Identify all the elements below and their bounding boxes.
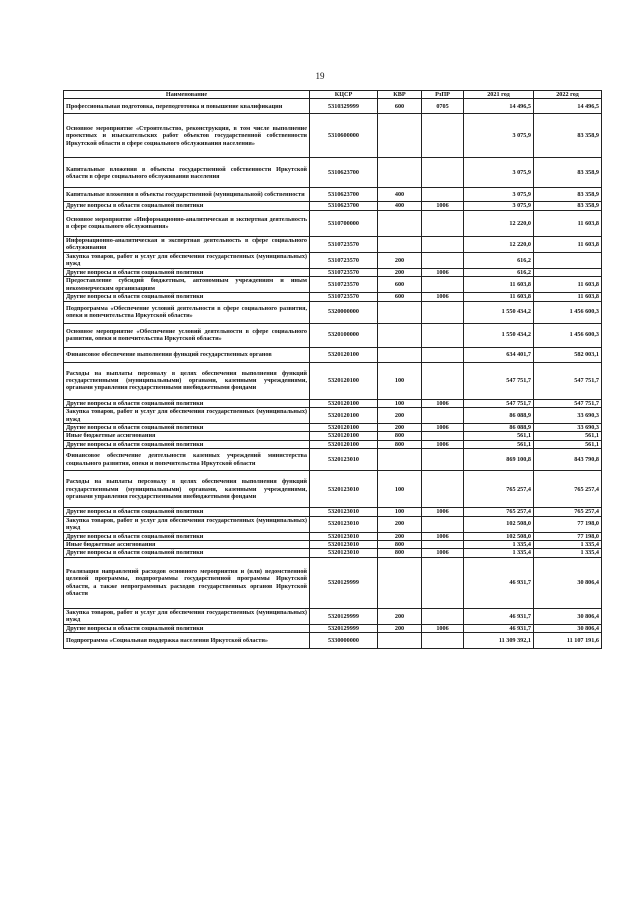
table-row	[64, 268, 602, 276]
cell-kvr	[378, 557, 422, 608]
table-row	[64, 557, 602, 608]
cell-kvr: 100	[378, 471, 422, 508]
cell-2021: 46 931,7	[464, 624, 534, 632]
table-row	[64, 210, 602, 236]
table-row	[64, 608, 602, 624]
cell-2021: 86 088,9	[464, 408, 534, 424]
cell-name: Другие вопросы в области социальной политики	[64, 440, 310, 448]
cell-kvr: 800	[378, 432, 422, 440]
cell-name: Закупка товаров, работ и услуг для обеспечения государственных (муниципальных) нужд	[64, 608, 310, 624]
table-row	[64, 449, 602, 471]
cell-rzpr	[422, 114, 464, 158]
table-row	[64, 158, 602, 188]
cell-2022: 1 456 600,3	[534, 301, 602, 323]
table-row	[64, 293, 602, 301]
cell-kcsr: 5320120100	[310, 347, 378, 362]
cell-2021: 869 100,8	[464, 449, 534, 471]
cell-kcsr: 5310723570	[310, 293, 378, 301]
cell-kvr: 200	[378, 608, 422, 624]
cell-rzpr	[422, 236, 464, 252]
cell-2022: 30 806,4	[534, 624, 602, 632]
cell-name: Закупка товаров, работ и услуг для обеспечения государственных (муниципальных) нужд	[64, 408, 310, 424]
cell-kvr: 600	[378, 277, 422, 293]
table-row	[64, 399, 602, 407]
header-2021: 2021 год	[464, 91, 534, 99]
cell-kcsr: 5320000000	[310, 301, 378, 323]
cell-rzpr	[422, 362, 464, 399]
cell-kvr	[378, 633, 422, 649]
table-row	[64, 532, 602, 540]
cell-2021: 547 751,7	[464, 399, 534, 407]
cell-2022: 765 257,4	[534, 508, 602, 516]
cell-rzpr	[422, 252, 464, 268]
cell-rzpr	[422, 557, 464, 608]
cell-2022: 11 603,8	[534, 277, 602, 293]
cell-rzpr	[422, 301, 464, 323]
table-row	[64, 440, 602, 448]
cell-kcsr: 5320123010	[310, 549, 378, 557]
cell-kvr: 200	[378, 532, 422, 540]
cell-name: Основное мероприятие «Строительство, реконструкция, в том числе выполнение проектных и изыскательских работ объектов государственной собственности Иркутской области в сфере социального обслуживания населения»	[64, 114, 310, 158]
cell-name: Другие вопросы в области социальной политики	[64, 268, 310, 276]
cell-kvr: 800	[378, 440, 422, 448]
cell-kvr: 400	[378, 188, 422, 202]
cell-2021: 11 309 392,1	[464, 633, 534, 649]
cell-2021: 102 508,0	[464, 516, 534, 532]
cell-2022: 77 198,0	[534, 516, 602, 532]
cell-kcsr: 5320123010	[310, 449, 378, 471]
cell-name: Капитальные вложения в объекты государственной собственности Иркутской области в сфере социального обслуживания населения	[64, 158, 310, 188]
cell-kcsr: 5310723570	[310, 252, 378, 268]
cell-name: Другие вопросы в области социальной политики	[64, 624, 310, 632]
cell-2021: 3 075,9	[464, 188, 534, 202]
cell-name: Финансовое обеспечение выполнения функций государственных органов	[64, 347, 310, 362]
cell-2021: 616,2	[464, 268, 534, 276]
table-row	[64, 99, 602, 114]
cell-2022: 1 335,4	[534, 549, 602, 557]
table-row	[64, 188, 602, 202]
cell-rzpr	[422, 188, 464, 202]
cell-2021: 102 508,0	[464, 532, 534, 540]
cell-kvr: 200	[378, 252, 422, 268]
cell-rzpr: 1006	[422, 532, 464, 540]
cell-kvr: 800	[378, 549, 422, 557]
table-row	[64, 541, 602, 549]
cell-2022: 11 107 191,6	[534, 633, 602, 649]
cell-2021: 11 603,8	[464, 293, 534, 301]
cell-rzpr	[422, 516, 464, 532]
cell-rzpr	[422, 408, 464, 424]
cell-name: Реализация направлений расходов основного мероприятия и (или) ведомственной целевой программы, подпрограммы государственной программы Иркутской области, а также непрограммных расходов государственных органов Иркутской области	[64, 557, 310, 608]
cell-2022: 30 806,4	[534, 557, 602, 608]
cell-kcsr: 5320123010	[310, 541, 378, 549]
cell-kvr	[378, 210, 422, 236]
cell-2022: 765 257,4	[534, 471, 602, 508]
cell-2022	[534, 252, 602, 268]
cell-rzpr: 0705	[422, 99, 464, 114]
cell-name: Другие вопросы в области социальной политики	[64, 399, 310, 407]
cell-kcsr: 5310329999	[310, 99, 378, 114]
cell-name: Иные бюджетные ассигнования	[64, 432, 310, 440]
table-row	[64, 252, 602, 268]
cell-name: Другие вопросы в области социальной политики	[64, 532, 310, 540]
table-row	[64, 471, 602, 508]
cell-2021: 616,2	[464, 252, 534, 268]
cell-2022: 83 358,9	[534, 202, 602, 210]
cell-kvr: 100	[378, 362, 422, 399]
cell-2022: 582 003,1	[534, 347, 602, 362]
header-kcsr: КЦСР	[310, 91, 378, 99]
cell-kcsr: 5310700000	[310, 210, 378, 236]
table-row	[64, 236, 602, 252]
cell-kvr: 200	[378, 516, 422, 532]
cell-kcsr: 5320120100	[310, 408, 378, 424]
cell-rzpr: 1006	[422, 624, 464, 632]
cell-kcsr: 5320120100	[310, 362, 378, 399]
cell-2022: 33 690,3	[534, 408, 602, 424]
cell-kcsr: 5320123010	[310, 471, 378, 508]
cell-kvr: 100	[378, 399, 422, 407]
cell-kcsr: 5320120100	[310, 440, 378, 448]
cell-rzpr	[422, 158, 464, 188]
cell-rzpr	[422, 323, 464, 347]
table-row	[64, 277, 602, 293]
cell-kcsr: 5320129999	[310, 608, 378, 624]
table-row	[64, 624, 602, 632]
cell-2021: 1 550 434,2	[464, 323, 534, 347]
cell-rzpr: 1006	[422, 399, 464, 407]
cell-name: Подпрограмма «Социальная поддержка населения Иркутской области»	[64, 633, 310, 649]
cell-kcsr: 5310623700	[310, 202, 378, 210]
cell-2021: 634 401,7	[464, 347, 534, 362]
cell-rzpr: 1006	[422, 440, 464, 448]
cell-name: Расходы на выплаты персоналу в целях обеспечения выполнения функций государственными (муниципальными) органами, казенными учреждениями, органами управления государственными внебюджетными фондами	[64, 471, 310, 508]
cell-2021: 46 931,7	[464, 557, 534, 608]
cell-2022: 561,1	[534, 440, 602, 448]
cell-name: Финансовое обеспечение деятельности казенных учреждений министерства социального развития, опеки и попечительства Иркутской области	[64, 449, 310, 471]
table-row	[64, 408, 602, 424]
cell-rzpr: 1006	[422, 293, 464, 301]
page-number: 19	[315, 71, 325, 81]
cell-2022: 33 690,3	[534, 424, 602, 432]
table-row	[64, 549, 602, 557]
cell-2022: 11 603,8	[534, 236, 602, 252]
table-row	[64, 516, 602, 532]
cell-kcsr: 5320120100	[310, 432, 378, 440]
cell-kvr: 100	[378, 508, 422, 516]
cell-2022: 843 790,8	[534, 449, 602, 471]
cell-name: Основное мероприятие «Обеспечение условий деятельности в сфере социального развития, опеки и попечительства Иркутской области»	[64, 323, 310, 347]
table-row	[64, 362, 602, 399]
cell-2021: 46 931,7	[464, 608, 534, 624]
cell-2021: 86 088,9	[464, 424, 534, 432]
cell-2021: 1 335,4	[464, 541, 534, 549]
cell-kcsr: 5320129999	[310, 557, 378, 608]
cell-name: Другие вопросы в области социальной политики	[64, 293, 310, 301]
cell-rzpr	[422, 210, 464, 236]
cell-rzpr	[422, 449, 464, 471]
cell-2021: 12 220,0	[464, 210, 534, 236]
cell-2021: 561,1	[464, 440, 534, 448]
cell-name: Информационно-аналитическая и экспертная деятельность в сфере социального обслуживания	[64, 236, 310, 252]
cell-rzpr	[422, 541, 464, 549]
cell-kcsr: 5330000000	[310, 633, 378, 649]
cell-rzpr: 1006	[422, 202, 464, 210]
cell-kcsr: 5320120100	[310, 424, 378, 432]
cell-2022: 547 751,7	[534, 362, 602, 399]
cell-2021: 12 220,0	[464, 236, 534, 252]
cell-rzpr: 1006	[422, 268, 464, 276]
table-row	[64, 633, 602, 649]
cell-kcsr: 5310623700	[310, 158, 378, 188]
cell-rzpr	[422, 432, 464, 440]
cell-2022: 1 456 600,3	[534, 323, 602, 347]
cell-2022	[534, 268, 602, 276]
cell-2021: 561,1	[464, 432, 534, 440]
cell-rzpr: 1006	[422, 549, 464, 557]
budget-table	[63, 90, 602, 649]
table-row	[64, 114, 602, 158]
header-2022: 2022 год	[534, 91, 602, 99]
cell-2022: 83 358,9	[534, 114, 602, 158]
cell-name: Закупка товаров, работ и услуг для обеспечения государственных (муниципальных) нужд	[64, 252, 310, 268]
cell-2021: 11 603,8	[464, 277, 534, 293]
table-row	[64, 424, 602, 432]
cell-2022: 1 335,4	[534, 541, 602, 549]
cell-kvr	[378, 449, 422, 471]
cell-kvr: 200	[378, 624, 422, 632]
cell-2021: 547 751,7	[464, 362, 534, 399]
cell-kvr	[378, 323, 422, 347]
cell-name: Закупка товаров, работ и услуг для обеспечения государственных (муниципальных) нужд	[64, 516, 310, 532]
table-row	[64, 301, 602, 323]
cell-name: Предоставление субсидий бюджетным, автономным учреждениям и иным некоммерческим организациям	[64, 277, 310, 293]
header-kvr: КВР	[378, 91, 422, 99]
cell-rzpr	[422, 608, 464, 624]
cell-2022: 77 198,0	[534, 532, 602, 540]
cell-2021: 1 550 434,2	[464, 301, 534, 323]
cell-rzpr	[422, 277, 464, 293]
cell-rzpr	[422, 633, 464, 649]
cell-kvr	[378, 236, 422, 252]
cell-2021: 3 075,9	[464, 114, 534, 158]
cell-2022: 561,1	[534, 432, 602, 440]
cell-name: Расходы на выплаты персоналу в целях обеспечения выполнения функций государственными (муниципальными) органами, казенными учреждениями, органами управления государственными внебюджетными фондами	[64, 362, 310, 399]
cell-2021: 3 075,9	[464, 202, 534, 210]
cell-name: Подпрограмма «Обеспечение условий деятельности в сфере социального развития, опеки и попечительства Иркутской области»	[64, 301, 310, 323]
cell-kcsr: 5310623700	[310, 188, 378, 202]
cell-kvr	[378, 114, 422, 158]
cell-kvr	[378, 301, 422, 323]
cell-2022: 83 358,9	[534, 188, 602, 202]
cell-2022: 14 496,5	[534, 99, 602, 114]
cell-2022: 547 751,7	[534, 399, 602, 407]
cell-rzpr: 1006	[422, 508, 464, 516]
cell-2022: 83 358,9	[534, 158, 602, 188]
cell-kvr: 600	[378, 293, 422, 301]
cell-rzpr	[422, 471, 464, 508]
cell-2021: 14 496,5	[464, 99, 534, 114]
cell-name: Капитальные вложения в объекты государственной (муниципальной) собственности	[64, 188, 310, 202]
table-row	[64, 508, 602, 516]
cell-kcsr: 5310723570	[310, 277, 378, 293]
cell-name: Другие вопросы в области социальной политики	[64, 549, 310, 557]
cell-kcsr: 5310723570	[310, 236, 378, 252]
table-row	[64, 202, 602, 210]
cell-rzpr	[422, 347, 464, 362]
cell-kvr: 200	[378, 268, 422, 276]
cell-2022: 11 603,8	[534, 293, 602, 301]
cell-kcsr: 5320100000	[310, 323, 378, 347]
cell-name: Основное мероприятие «Информационно-аналитическая и экспертная деятельность в сфере социального обслуживания»	[64, 210, 310, 236]
cell-2022: 30 806,4	[534, 608, 602, 624]
cell-name: Профессиональная подготовка, переподготовка и повышение квалификации	[64, 99, 310, 114]
table-row	[64, 432, 602, 440]
cell-kcsr: 5320120100	[310, 399, 378, 407]
table-row	[64, 347, 602, 362]
cell-kcsr: 5310600000	[310, 114, 378, 158]
cell-2022: 11 603,8	[534, 210, 602, 236]
table-header-row	[64, 91, 602, 99]
cell-kvr: 800	[378, 541, 422, 549]
cell-kvr: 200	[378, 408, 422, 424]
cell-kvr: 600	[378, 99, 422, 114]
cell-kvr: 200	[378, 424, 422, 432]
cell-rzpr: 1006	[422, 424, 464, 432]
table-row	[64, 323, 602, 347]
cell-kcsr: 5320123010	[310, 516, 378, 532]
header-rzpr: РзПР	[422, 91, 464, 99]
cell-kcsr: 5320123010	[310, 532, 378, 540]
cell-kcsr: 5310723570	[310, 268, 378, 276]
cell-kcsr: 5320129999	[310, 624, 378, 632]
cell-kvr	[378, 158, 422, 188]
cell-kvr: 400	[378, 202, 422, 210]
cell-name: Другие вопросы в области социальной политики	[64, 424, 310, 432]
cell-name: Иные бюджетные ассигнования	[64, 541, 310, 549]
cell-2021: 765 257,4	[464, 508, 534, 516]
cell-name: Другие вопросы в области социальной политики	[64, 202, 310, 210]
cell-name: Другие вопросы в области социальной политики	[64, 508, 310, 516]
cell-2021: 765 257,4	[464, 471, 534, 508]
cell-kcsr: 5320123010	[310, 508, 378, 516]
header-name: Наименование	[64, 91, 310, 99]
cell-kvr	[378, 347, 422, 362]
cell-2021: 3 075,9	[464, 158, 534, 188]
cell-2021: 1 335,4	[464, 549, 534, 557]
